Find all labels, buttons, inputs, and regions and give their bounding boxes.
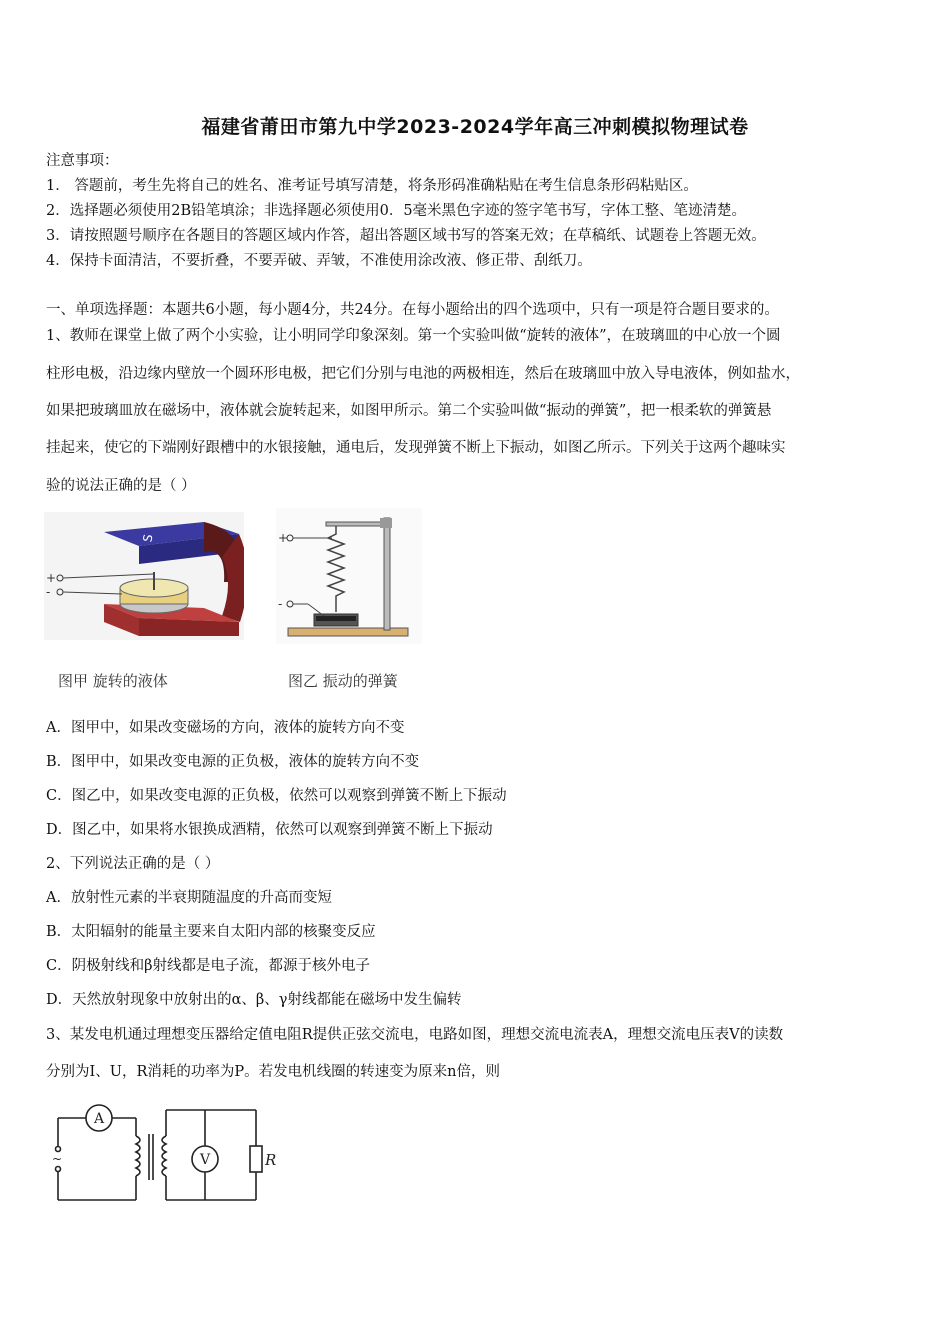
notice-item-4: 4．保持卡面清洁，不要折叠，不要弄破、弄皱，不准使用涂改液、修正带、刮纸刀。: [46, 253, 592, 269]
q1-stem-line-1: 1、教师在课堂上做了两个小实验，让小明同学印象深刻。第一个实验叫做“旋转的液体”，在玻璃皿的中心放一个圆: [46, 328, 781, 344]
q1-option-c: C．图乙中，如果改变电源的正负极，依然可以观察到弹簧不断上下振动: [46, 788, 507, 804]
q3-stem-line-2: 分别为I、U，R消耗的功率为P。若发电机线圈的转速变为原来n倍，则: [46, 1064, 500, 1080]
q1-stem-line-2: 柱形电极，沿边缘内壁放一个圆环形电极，把它们分别与电池的两极相连，然后在玻璃皿中放入导电液体，例如盐水，: [46, 366, 800, 382]
circuit-diagram: [48, 1102, 280, 1206]
q2-option-a: A．放射性元素的半衰期随温度的升高而变短: [46, 890, 332, 906]
magnet-label: S: [140, 533, 156, 544]
q1-option-a: A．图甲中，如果改变磁场的方向，液体的旋转方向不变: [46, 720, 405, 736]
svg-text:+: +: [278, 531, 289, 545]
notice-item-2: 2．选择题必须使用2B铅笔填涂；非选择题必须使用0．5毫米黑色字迹的签字笔书写，字体工整、笔迹清楚。: [46, 203, 747, 219]
figure-vibrating-spring: [276, 508, 422, 644]
figure-a-caption: 图甲 旋转的液体: [58, 672, 168, 690]
q1-stem-line-3: 如果把玻璃皿放在磁场中，液体就会旋转起来，如图甲所示。第二个实验叫做“振动的弹簧”，把一根柔软的弹簧悬: [46, 403, 772, 419]
notice-item-1: 1． 答题前，考生先将自己的姓名、准考证号填写清楚，将条形码准确粘贴在考生信息条形码粘贴区。: [46, 178, 698, 194]
notice-heading: 注意事项：: [46, 153, 119, 169]
svg-text:-: -: [278, 597, 283, 611]
q2-option-c: C．阴极射线和β射线都是电子流，都源于核外电子: [46, 958, 370, 974]
page-title: 福建省莆田市第九中学2023-2024学年高三冲刺模拟物理试卷: [201, 116, 749, 138]
notice-item-3: 3．请按照题号顺序在各题目的答题区域内作答，超出答题区域书写的答案无效；在草稿纸、试题卷上答题无效。: [46, 228, 766, 244]
resistor-label: R: [265, 1151, 277, 1169]
svg-text:-: -: [46, 585, 51, 599]
svg-text:+: +: [46, 571, 57, 585]
q3-stem-line-1: 3、某发电机通过理想变压器给定值电阻R提供正弦交流电，电路如图，理想交流电流表A，理想交流电压表V的读数: [46, 1027, 784, 1043]
q1-stem-line-4: 挂起来，使它的下端刚好跟槽中的水银接触，通电后，发现弹簧不断上下振动，如图乙所示。下列关于这两个趣味实: [46, 440, 786, 456]
q1-option-b: B．图甲中，如果改变电源的正负极，液体的旋转方向不变: [46, 754, 420, 770]
figure-b-caption: 图乙 振动的弹簧: [288, 672, 398, 690]
q2-option-d: D．天然放射现象中放射出的α、β、γ射线都能在磁场中发生偏转: [46, 992, 462, 1008]
voltmeter-label: V: [200, 1152, 211, 1168]
q1-option-d: D．图乙中，如果将水银换成酒精，依然可以观察到弹簧不断上下振动: [46, 822, 493, 838]
ammeter-label: A: [94, 1111, 105, 1127]
figure-rotating-liquid: [44, 512, 244, 640]
section-heading: 一、单项选择题：本题共6小题，每小题4分，共24分。在每小题给出的四个选项中，只有一项是符合题目要求的。: [46, 302, 779, 318]
q2-option-b: B．太阳辐射的能量主要来自太阳内部的核聚变反应: [46, 924, 376, 940]
q2-stem: 2、下列说法正确的是（ ）: [46, 856, 220, 872]
ac-source-label: ~: [52, 1152, 63, 1166]
q1-stem-line-5: 验的说法正确的是（ ）: [46, 478, 196, 494]
